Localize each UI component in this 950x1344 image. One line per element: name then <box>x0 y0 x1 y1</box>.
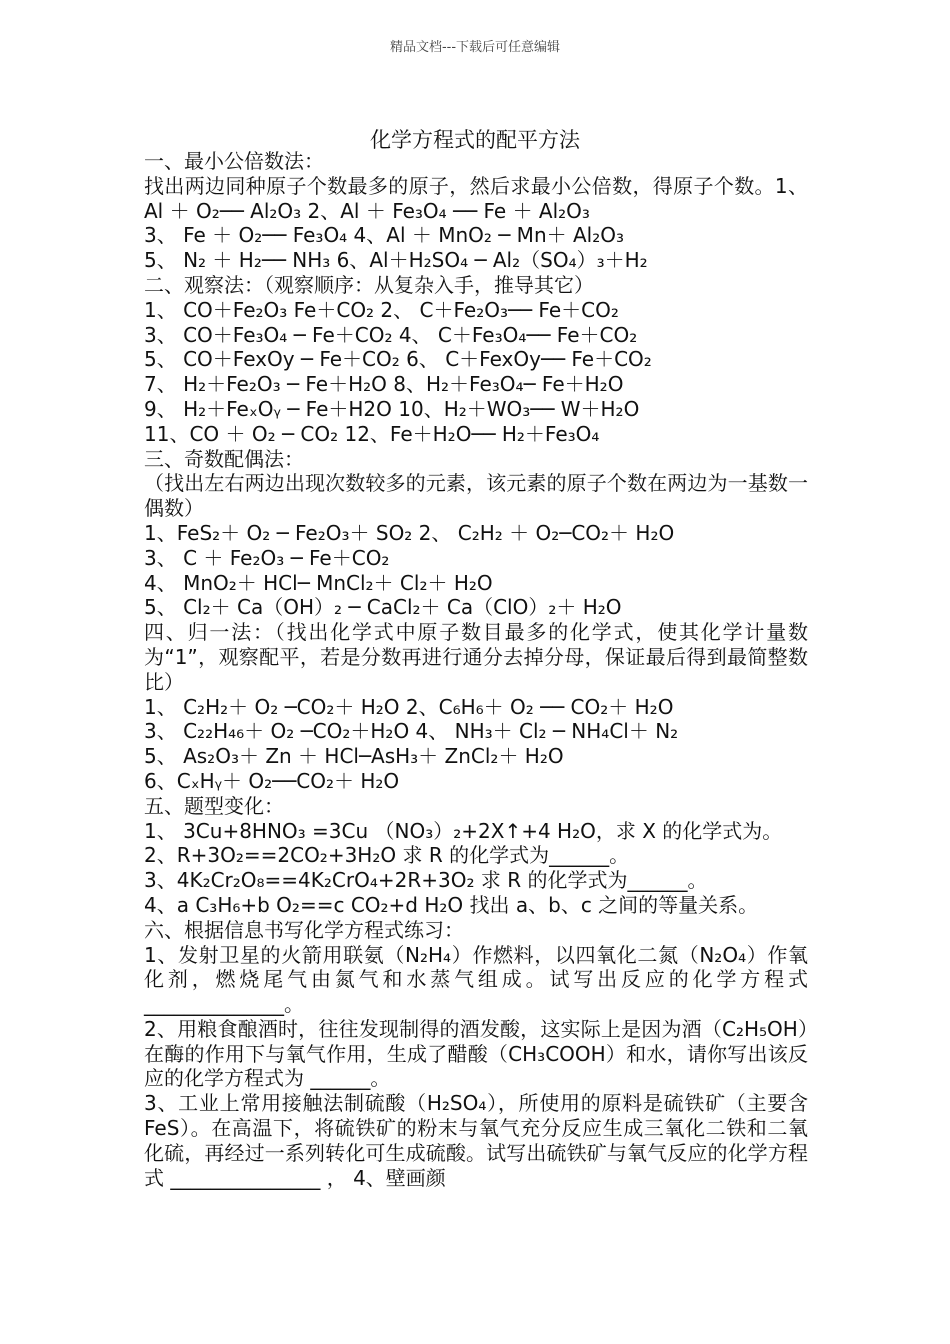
section-heading-3: 三、奇数配偶法： <box>144 446 304 471</box>
paragraph: （找出左右两边出现次数较多的元素，该元素的原子个数在两边为一基数一偶数） <box>144 471 808 521</box>
equation-line: 5、 N₂ ＋ H₂── NH₃ 6、Al＋H₂SO₄ ─ Al₂（SO₄）₃＋H₂ <box>144 248 648 273</box>
section-heading-4: 四、归一法：（找出化学式中原子数目最多的化学式，使其化学计量数为“1”，观察配平，若是分数再进行通分去掉分母，保证最后得到最简整数比） <box>144 620 808 694</box>
equation-line: 1、 C₂H₂＋ O₂ ─CO₂＋ H₂O 2、C₆H₆＋ O₂ ── CO₂＋ H₂O <box>144 694 674 719</box>
paragraph: 找出两边同种原子个数最多的原子，然后求最小公倍数，得原子个数。1、 Al ＋ O₂── Al₂O₃ 2、Al ＋ Fe₃O₄ ── Fe ＋ Al₂O₃ <box>144 173 808 223</box>
section-heading-1: 一、最小公倍数法： <box>144 149 324 173</box>
question-item: 3、4K₂Cr₂O₈==4K₂CrO₄+2R+3O₂ 求 R 的化学式为______。 <box>144 868 708 893</box>
equation-line: 3、 CO＋Fe₃O₄ ─ Fe＋CO₂ 4、 C＋Fe₃O₄── Fe＋CO₂ <box>144 322 638 347</box>
equation-line: 11、CO ＋ O₂ ─ CO₂ 12、Fe＋H₂O── H₂＋Fe₃O₄ <box>144 421 600 446</box>
equation-line: 9、 H₂＋FeₓOᵧ ─ Fe＋H2O 10、H₂＋WO₃── W＋H₂O <box>144 396 640 421</box>
section-heading-2: 二、观察法：（观察顺序：从复杂入手，推导其它） <box>144 272 594 297</box>
question-item: 3、工业上常用接触法制硫酸（H₂SO₄），所使用的原料是硫铁矿（主要含 FeS）。在高温下，将硫铁矿的粉末与氧气充分反应生成三氧化二铁和二氧化硫，再经过一系列转化可生成硫酸。试写出硫铁矿与氧气反应的化学方程式 _______________ ， 4、壁画颜 <box>144 1091 808 1190</box>
question-item: 2、R+3O₂==2CO₂+3H₂O 求 R 的化学式为______。 <box>144 843 630 868</box>
equation-line: 3、 C ＋ Fe₂O₃ ─ Fe＋CO₂ <box>144 545 390 570</box>
equation-line: 1、 CO＋Fe₂O₃ Fe＋CO₂ 2、 C＋Fe₂O₃── Fe＋CO₂ <box>144 297 619 322</box>
equation-line: 3、 C₂₂H₄₆＋ O₂ ─CO₂＋H₂O 4、 NH₃＋ Cl₂ ─ NH₄Cl＋ N₂ <box>144 719 679 744</box>
equation-line: 6、CₓHᵧ＋ O₂──CO₂＋ H₂O <box>144 768 400 793</box>
equation-line: 5、 CO＋FexOy ─ Fe＋CO₂ 6、 C＋FexOy── Fe＋CO₂ <box>144 347 652 372</box>
equation-line: 5、 Cl₂＋ Ca（OH）₂ ─ CaCl₂＋ Ca（ClO）₂＋ H₂O <box>144 595 622 620</box>
document-body <box>144 149 808 1190</box>
question-item: 4、a C₃H₆+b O₂==c CO₂+d H₂O 找出 a、b、c 之间的等量关系。 <box>144 892 759 917</box>
document-title: 化学方程式的配平方法 <box>370 128 580 152</box>
equation-line: 3、 Fe ＋ O₂── Fe₃O₄ 4、Al ＋ MnO₂ ─ Mn＋ Al₂O₃ <box>144 223 624 248</box>
question-item: 2、用粮食酿酒时，往往发现制得的酒发酸，这实际上是因为酒（C₂H₅OH）在酶的作用下与氧气作用，生成了醋酸（CH₃COOH）和水，请你写出该反应的化学方程式为 ______。 <box>144 1016 808 1091</box>
equation-line: 7、 H₂＋Fe₂O₃ ─ Fe＋H₂O 8、H₂＋Fe₃O₄─ Fe＋H₂O <box>144 372 624 397</box>
question-item: 1、 3Cu+8HNO₃ =3Cu （NO₃）₂+2X↑+4 H₂O，求 X 的化学式为。 <box>144 818 783 843</box>
equation-line: 5、 As₂O₃＋ Zn ＋ HCl─AsH₃＋ ZnCl₂＋ H₂O <box>144 744 564 769</box>
page-header: 精品文档---下载后可任意编辑 <box>389 40 561 55</box>
question-item: 1、发射卫星的火箭用联氨（N₂H₄）作燃料，以四氧化二氮（N₂O₄）作氧化剂，燃烧尾气由氮气和水蒸气组成。试写出反应的化学方程式______________。 <box>144 942 808 1017</box>
equation-line: 4、 MnO₂＋ HCl─ MnCl₂＋ Cl₂＋ H₂O <box>144 570 493 595</box>
equation-line: 1、FeS₂＋ O₂ ─ Fe₂O₃＋ SO₂ 2、 C₂H₂ ＋ O₂─CO₂＋ H₂O <box>144 520 675 545</box>
section-heading-6: 六、根据信息书写化学方程式练习： <box>144 917 464 942</box>
section-heading-5: 五、题型变化： <box>144 793 284 818</box>
